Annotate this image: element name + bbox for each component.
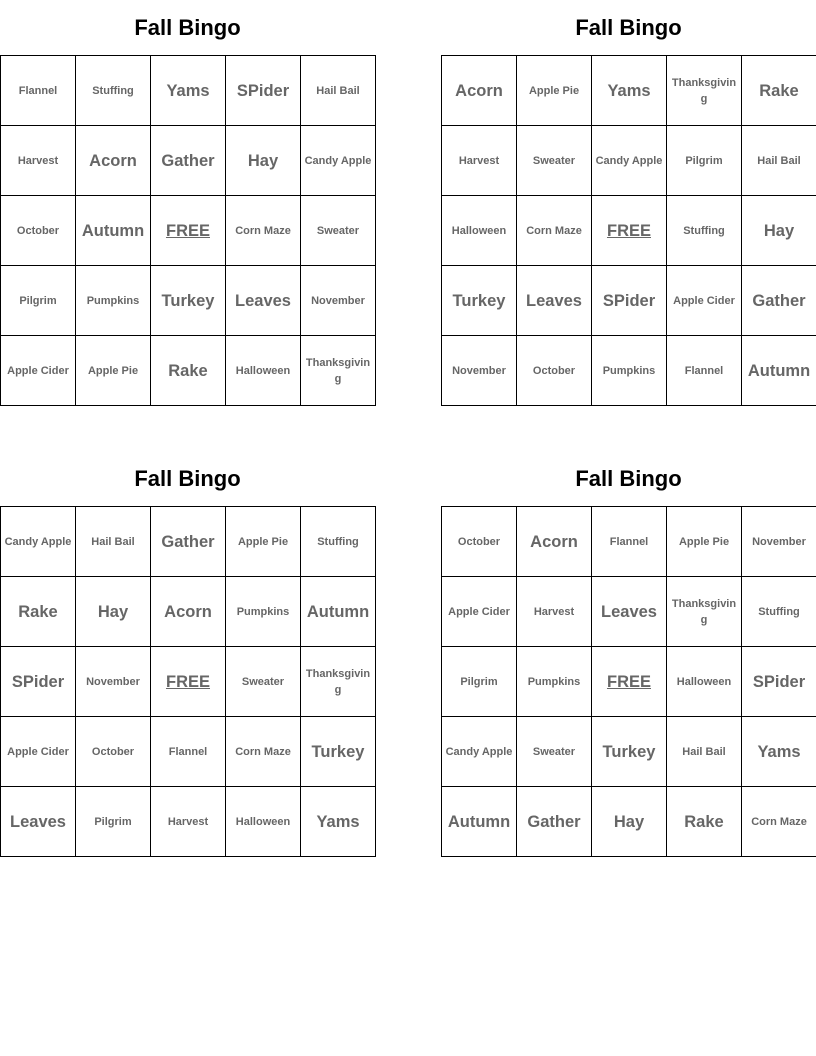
bingo-cell: Hail Bail [667,717,742,787]
bingo-row [1,266,376,336]
bingo-cell: Candy Apple [592,126,667,196]
bingo-cell: Stuffing [742,577,816,647]
bingo-cell: Candy Apple [301,126,376,196]
bingo-cell: Gather [151,507,226,577]
bingo-cell: Rake [667,787,742,857]
bingo-cell: Leaves [1,787,76,857]
bingo-grid [0,506,376,857]
free-space: FREE [592,647,667,717]
bingo-cell: Rake [742,56,816,126]
bingo-cell: October [517,336,592,406]
bingo-cell: Harvest [517,577,592,647]
bingo-cell: Hay [226,126,301,196]
bingo-cell: Gather [517,787,592,857]
card-title: Fall Bingo [575,466,682,491]
bingo-cell: October [1,196,76,266]
bingo-cell: Pilgrim [76,787,151,857]
bingo-cell: Gather [151,126,226,196]
bingo-cell: Apple Pie [667,507,742,577]
bingo-cell: Thanksgiving [667,577,742,647]
bingo-row [442,787,816,857]
bingo-row [442,56,816,126]
bingo-row [442,507,816,577]
bingo-cell: Apple Pie [76,336,151,406]
bingo-cell: SPider [742,647,816,717]
bingo-cell: Hail Bail [301,56,376,126]
bingo-cell: Apple Cider [667,266,742,336]
bingo-cell: November [301,266,376,336]
bingo-cell: November [442,336,517,406]
bingo-row [1,56,376,126]
bingo-cell: Turkey [592,717,667,787]
bingo-cell: Hay [76,577,151,647]
bingo-cell: Candy Apple [442,717,517,787]
bingo-cell: Thanksgiving [667,56,742,126]
bingo-cell: SPider [1,647,76,717]
bingo-cell: Corn Maze [742,787,816,857]
bingo-cell: Corn Maze [517,196,592,266]
bingo-grid [0,55,376,406]
bingo-row [442,266,816,336]
bingo-cell: Turkey [442,266,517,336]
bingo-cell: Flannel [667,336,742,406]
bingo-cell: Harvest [151,787,226,857]
bingo-cell: Halloween [442,196,517,266]
bingo-cell: Pumpkins [592,336,667,406]
bingo-cell: Apple Pie [226,507,301,577]
bingo-cell: Gather [742,266,816,336]
bingo-cell: Yams [592,56,667,126]
bingo-cell: Flannel [1,56,76,126]
bingo-cell: Autumn [76,196,151,266]
bingo-row [442,647,816,717]
bingo-cell: Leaves [592,577,667,647]
bingo-cell: Sweater [226,647,301,717]
bingo-row [1,577,376,647]
bingo-cell: Thanksgiving [301,647,376,717]
bingo-cell: Sweater [301,196,376,266]
bingo-row [1,336,376,406]
bingo-cell: Flannel [151,717,226,787]
bingo-cell: Harvest [1,126,76,196]
bingo-row [442,126,816,196]
bingo-cell: Leaves [226,266,301,336]
bingo-cell: Turkey [151,266,226,336]
bingo-row [1,126,376,196]
bingo-cell: Acorn [442,56,517,126]
bingo-row [442,196,816,266]
bingo-cell: Sweater [517,717,592,787]
free-space: FREE [151,196,226,266]
bingo-cell: Turkey [301,717,376,787]
bingo-cell: SPider [592,266,667,336]
free-space: FREE [592,196,667,266]
bingo-cell: Halloween [226,336,301,406]
bingo-cell: SPider [226,56,301,126]
bingo-cell: Halloween [226,787,301,857]
bingo-cell: Pilgrim [1,266,76,336]
bingo-cell: October [76,717,151,787]
bingo-cell: Autumn [301,577,376,647]
free-space: FREE [151,647,226,717]
bingo-cell: Yams [742,717,816,787]
bingo-cell: Acorn [517,507,592,577]
bingo-cell: Pumpkins [517,647,592,717]
bingo-cell: November [742,507,816,577]
bingo-cell: Apple Cider [1,336,76,406]
bingo-cell: Pumpkins [76,266,151,336]
bingo-cell: Apple Pie [517,56,592,126]
bingo-cell: Hay [592,787,667,857]
bingo-row [1,787,376,857]
bingo-cell: Pumpkins [226,577,301,647]
bingo-cell: Candy Apple [1,507,76,577]
bingo-cell: Halloween [667,647,742,717]
bingo-cell: Autumn [742,336,816,406]
bingo-cell: Sweater [517,126,592,196]
bingo-cell: October [442,507,517,577]
bingo-row [1,196,376,266]
bingo-cell: Pilgrim [442,647,517,717]
bingo-cell: Apple Cider [1,717,76,787]
bingo-row [1,507,376,577]
bingo-cell: Pilgrim [667,126,742,196]
card-title: Fall Bingo [134,466,241,491]
bingo-cell: Harvest [442,126,517,196]
bingo-cell: Yams [301,787,376,857]
card-title: Fall Bingo [575,15,682,40]
bingo-cell: Yams [151,56,226,126]
bingo-cell: Stuffing [76,56,151,126]
bingo-row [442,336,816,406]
bingo-cell: Corn Maze [226,717,301,787]
bingo-cell: Corn Maze [226,196,301,266]
bingo-grid [441,55,816,406]
bingo-cell: Apple Cider [442,577,517,647]
bingo-row [442,577,816,647]
bingo-cell: Stuffing [667,196,742,266]
bingo-row [442,717,816,787]
card-title: Fall Bingo [134,15,241,40]
bingo-row [1,717,376,787]
bingo-cell: Flannel [592,507,667,577]
bingo-cell: Thanksgiving [301,336,376,406]
bingo-cell: Autumn [442,787,517,857]
bingo-cell: Hail Bail [76,507,151,577]
bingo-cell: November [76,647,151,717]
bingo-row [1,647,376,717]
bingo-grid [441,506,816,857]
bingo-cell: Hail Bail [742,126,816,196]
bingo-cell: Acorn [76,126,151,196]
bingo-cell: Hay [742,196,816,266]
bingo-cell: Rake [151,336,226,406]
bingo-cell: Acorn [151,577,226,647]
bingo-cell: Leaves [517,266,592,336]
bingo-cell: Rake [1,577,76,647]
bingo-cell: Stuffing [301,507,376,577]
